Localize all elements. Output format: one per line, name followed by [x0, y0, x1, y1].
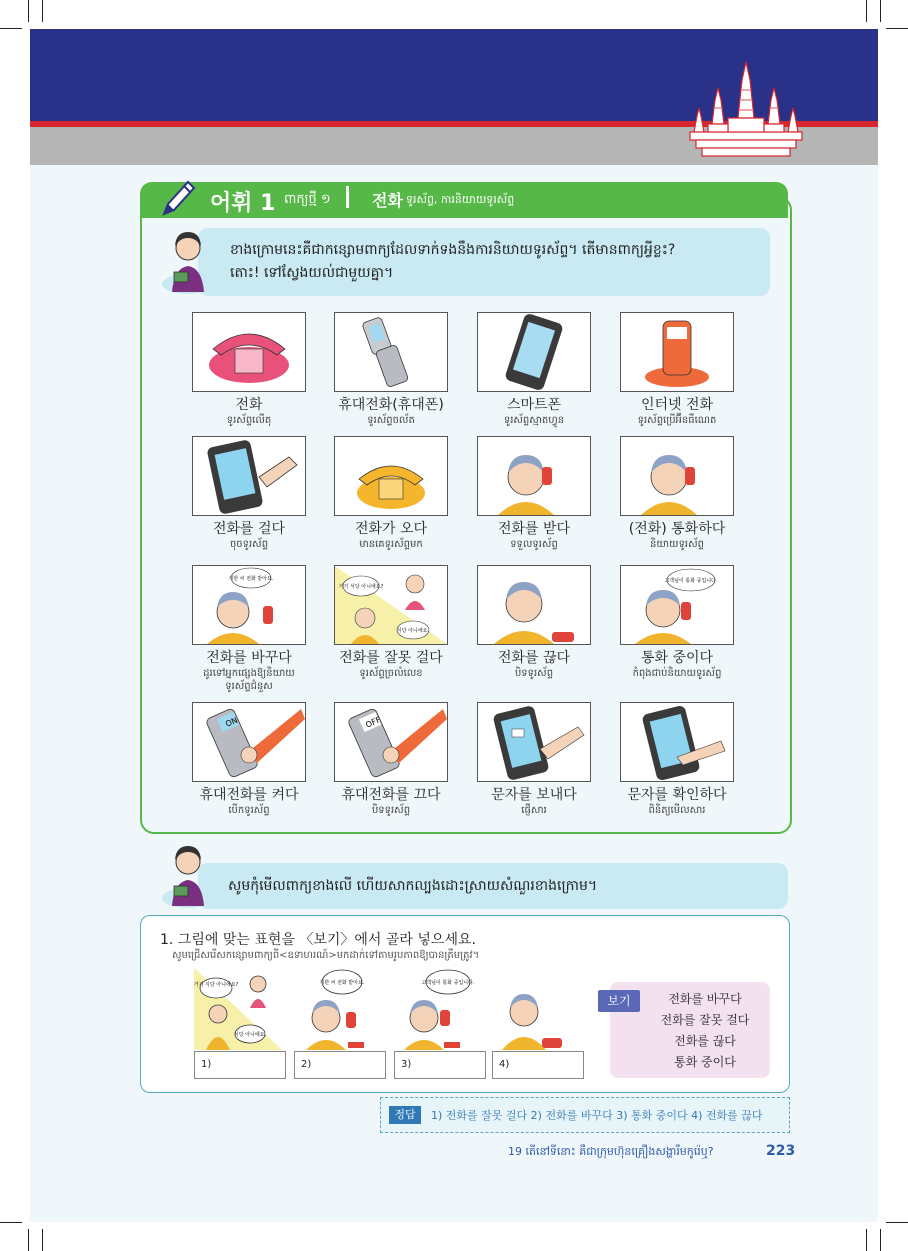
vocab-korean: 휴대전화를 끄다 [341, 787, 441, 803]
vocab-korean: 전화가 오다 [354, 521, 428, 537]
vocab-card [620, 565, 734, 680]
desk-phone-icon [192, 312, 306, 392]
vocab-card [477, 565, 591, 680]
exercise-picture-hang-up [494, 968, 582, 1050]
busy-line-icon [620, 565, 734, 645]
vocab-card [192, 312, 306, 427]
vocab-korean: 전화를 끊다 [497, 650, 571, 666]
example-label: 보기 [598, 990, 640, 1012]
vocab-card [477, 436, 591, 551]
vocab-khmer: ទទួលទូរស័ព្ទ [510, 539, 558, 550]
vocab-card [192, 702, 306, 817]
vocab-card [192, 436, 306, 551]
internet-phone-icon [620, 312, 734, 392]
instruction-bubble [198, 863, 788, 909]
vocab-card [192, 565, 306, 693]
teacher-avatar [160, 838, 216, 908]
vocab-card [620, 436, 734, 551]
vocab-korean: 문자를 확인하다 [627, 787, 727, 803]
vocab-korean: 전화를 받다 [497, 521, 571, 537]
exercise-question: 1. 그림에 맞는 표현을 〈보기〉에서 골라 넣으세요. [160, 932, 476, 948]
svg-text:지한 씨 전화 받아요.: 지한 씨 전화 받아요. [228, 576, 274, 582]
vocab-card [477, 702, 591, 817]
vocab-korean: 스마트폰 [506, 397, 562, 413]
answer-blank-4[interactable]: 4) [492, 1051, 584, 1079]
example-item: 전화를 잘못 걸다 [660, 1013, 750, 1027]
vocab-khmer: ទូរស័ព្ទស្មាតហ្វូន [503, 415, 565, 426]
answer-key [380, 1097, 790, 1133]
vocab-khmer: បើកទូរស័ព្ទ [228, 805, 270, 816]
vocab-korean: 전화를 바꾸다 [206, 650, 292, 666]
instruction-text: សូមកុំមើលពាក្យខាងលើ ហើយសាកល្បងដោះស្រាយសំណួរខាងក្រោម។ [228, 878, 598, 894]
svg-text:ON: ON [224, 715, 240, 729]
vocab-korean: (전화) 통화하다 [628, 521, 726, 537]
answer-blank-1[interactable]: 1) [194, 1051, 286, 1079]
answer-key-value: 1) 전화를 잘못 걸다 2) 전화를 바꾸다 3) 통화 중이다 4) 전화를 끊다 [431, 1109, 763, 1122]
vocabulary-title-bar [140, 182, 788, 218]
bubble-text: 거기 식당 아니에요? [194, 982, 239, 988]
vocab-khmer: ដូរទៅអ្នកផ្សេងឱ្យនិយាយទូរស័ព្ទជំនួស [203, 668, 295, 692]
pencil-icon [158, 178, 198, 218]
ringing-phone-icon [334, 436, 448, 516]
vocab-khmer: ទូរស័ព្ទចល័ត [367, 415, 415, 426]
answer-blank-3[interactable]: 3) [394, 1051, 486, 1079]
vocab-card [620, 702, 734, 817]
vocab-korean: 전화를 잘못 걸다 [339, 650, 443, 666]
answer-blank-2[interactable]: 2) [294, 1051, 386, 1079]
vocab-korean: 문자를 보내다 [491, 787, 577, 803]
talking-phone-icon [620, 436, 734, 516]
dialing-icon [192, 436, 306, 516]
vocab-khmer: ទូរស័ព្ទប្រើអ៊ីនធឺណេត [637, 415, 717, 426]
vocab-card [620, 312, 734, 427]
check-text-icon [620, 702, 734, 782]
smartphone-icon [477, 312, 591, 392]
vocab-khmer: ទូរស័ព្ទច្រលំលេខ [359, 668, 423, 679]
exercise-picture-wrong-number [194, 968, 282, 1050]
vocab-khmer: បិទទូរស័ព្ទ [371, 805, 411, 816]
answer-key-label: 정답 [389, 1106, 421, 1124]
intro-bubble [198, 228, 770, 296]
topic-title-km: ទូរស័ព្ទ, ការនិយាយទូរស័ព្ទ [406, 193, 515, 206]
page-number: 223 [766, 1143, 796, 1159]
flip-phone-icon [334, 312, 448, 392]
topic-title: 전화 [372, 191, 403, 210]
vocab-card [334, 702, 448, 817]
bubble-text: 고객님이 통화 중입니다. [421, 980, 475, 986]
vocab-card [334, 565, 448, 680]
vocab-korean: 휴대전화를 켜다 [199, 787, 299, 803]
vocab-khmer: ពិនិត្យមើលសារ [648, 805, 706, 816]
bubble-text: 지한 씨 전화 받아요. [319, 980, 365, 986]
wrong-number-icon [334, 565, 448, 645]
vocab-korean: 휴대전화(휴대폰) [338, 397, 444, 413]
angkor-temple-icon [688, 60, 804, 164]
intro-line-2: តោះ! ទៅស្វែងយល់ជាមួយគ្នា។ [230, 265, 394, 281]
vocab-korean: 통화 중이다 [640, 650, 714, 666]
example-item: 전화를 끊다 [674, 1034, 736, 1048]
vocab-khmer: និយាយទូរស័ព្ទ [650, 539, 704, 550]
svg-text:거기 식당 아니에요?: 거기 식당 아니에요? [338, 584, 384, 590]
title-separator [346, 186, 349, 208]
example-item: 통화 중이다 [674, 1055, 736, 1069]
pass-phone-icon [192, 565, 306, 645]
answer-call-icon [477, 436, 591, 516]
vocab-khmer: មានគេទូរស័ព្ទមក [359, 539, 423, 550]
vocabulary-badge: 어휘 1 [210, 191, 276, 216]
exercise-picture-busy [394, 968, 482, 1050]
hang-up-icon [477, 565, 591, 645]
vocab-card [334, 436, 448, 551]
vocab-khmer: កំពុងជាប់និយាយទូរស័ព្ទ [632, 668, 722, 679]
phone-off-icon [334, 702, 448, 782]
lesson-title: 19 តើនៅទីនោះ គឺជាក្រុមហ៊ុនគ្រឿងសង្ហារឹមកូរ៉េឬ? [508, 1145, 714, 1158]
vocab-khmer: ទូរស័ព្ទលើតុ [226, 415, 272, 426]
intro-line-1: ខាងក្រោមនេះគឺជាកន្សោមពាក្យដែលទាក់ទងនឹងការនិយាយទូរស័ព្ទ។ តើមានពាក្យអ្វីខ្លះ? [230, 242, 676, 258]
vocabulary-badge-km: ពាក្យថ្មី ១ [284, 192, 331, 207]
vocab-khmer: បិទទូរស័ព្ទ [514, 668, 554, 679]
vocab-korean: 인터넷 전화 [640, 397, 714, 413]
exercise-question-km: សូមជ្រើសរើសកន្សោមពាក្យពី<ឧទាហរណ៍>មកដាក់ទៅតាមរូបភាពឱ្យបានត្រឹមត្រូវ។ [172, 950, 480, 961]
example-item: 전화를 바꾸다 [668, 992, 742, 1006]
send-text-icon [477, 702, 591, 782]
svg-text:식당 아니에요.: 식당 아니에요. [396, 628, 430, 634]
teacher-avatar [160, 224, 216, 294]
bubble-text: 식당 아니에요. [233, 1032, 267, 1038]
vocab-card [334, 312, 448, 427]
svg-text:고객님이 통화 중입니다.: 고객님이 통화 중입니다. [664, 578, 718, 584]
exercise-picture-pass-phone [294, 968, 382, 1050]
phone-on-icon [192, 702, 306, 782]
vocab-korean: 전화를 걸다 [212, 521, 286, 537]
vocab-card [477, 312, 591, 427]
svg-text:OFF: OFF [364, 715, 383, 730]
vocab-khmer: ចុចទូរស័ព្ទ [229, 539, 269, 550]
vocab-khmer: ផ្ញើសារ [521, 805, 547, 816]
vocab-korean: 전화 [235, 397, 263, 413]
